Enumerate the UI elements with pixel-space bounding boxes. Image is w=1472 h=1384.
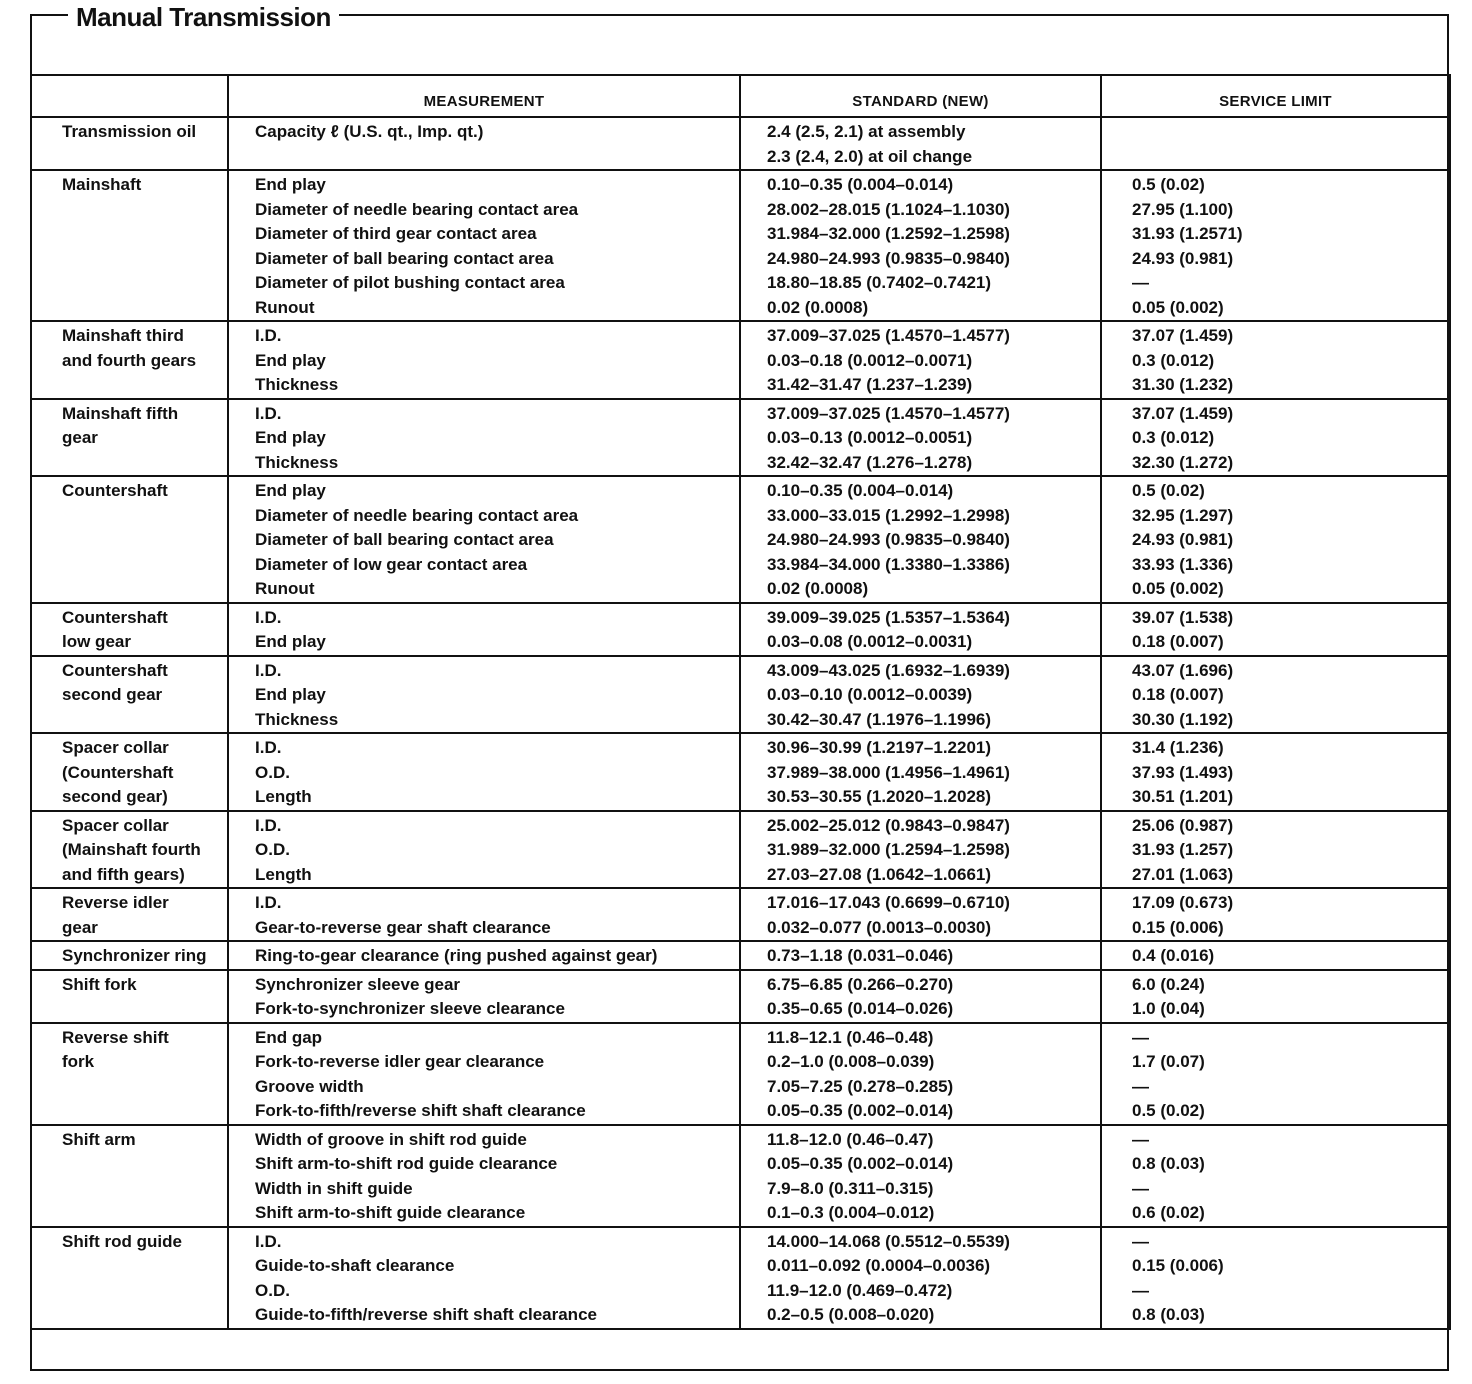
item-line: second gear)	[62, 787, 168, 806]
item-line: Synchronizer ring	[62, 946, 207, 965]
item-line: Reverse shift	[62, 1027, 169, 1047]
cell-item	[31, 321, 228, 399]
cell-item	[31, 1125, 228, 1227]
empty-line	[1132, 120, 1443, 145]
limit-line: 37.93 (1.493)	[1132, 762, 1234, 782]
measurement-line: I.D.	[255, 738, 282, 757]
measurement-line: Thickness	[255, 375, 339, 394]
measurement-line: End play	[255, 428, 326, 447]
limit-line: 0.5 (0.02)	[1132, 175, 1205, 194]
measurement-line: Fork-to-fifth/reverse shift shaft clearance	[255, 1101, 586, 1120]
limit-line: 25.06 (0.987)	[1132, 815, 1234, 835]
limit-line: 0.8 (0.03)	[1132, 1305, 1205, 1324]
limit-line: 37.07 (1.459)	[1132, 326, 1234, 345]
table-row	[31, 811, 1450, 889]
limit-line: 0.05 (0.002)	[1132, 579, 1224, 598]
empty-line	[62, 1201, 221, 1226]
measurement-line: Fork-to-reverse idler gear clearance	[255, 1052, 545, 1071]
cell-measurement	[228, 656, 740, 734]
standard-line: 11.9–12.0 (0.469–0.472)	[767, 1280, 953, 1300]
empty-line	[62, 997, 221, 1022]
limit-line: 0.5 (0.02)	[1132, 481, 1205, 500]
cell-limit	[1101, 1125, 1450, 1227]
standard-line: 39.009–39.025 (1.5357–1.5364)	[767, 607, 1010, 627]
standard-line: 27.03–27.08 (1.0642–1.0661)	[767, 864, 992, 884]
cell-standard	[740, 170, 1101, 321]
standard-line: 2.3 (2.4, 2.0) at oil change	[767, 146, 973, 166]
cell-limit	[1101, 888, 1450, 941]
limit-line: 0.6 (0.02)	[1132, 1203, 1205, 1222]
standard-line: 18.80–18.85 (0.7402–0.7421)	[767, 273, 992, 292]
limit-line: —	[1132, 1027, 1149, 1047]
limit-line: 24.93 (0.981)	[1132, 530, 1234, 549]
measurement-line: Ring-to-gear clearance (ring pushed against gear)	[255, 946, 658, 965]
empty-line	[62, 1254, 221, 1279]
cell-standard	[740, 399, 1101, 477]
empty-line	[62, 198, 221, 223]
item-line: Spacer collar	[62, 815, 169, 835]
cell-limit	[1101, 1227, 1450, 1329]
standard-line: 0.032–0.077 (0.0013–0.0030)	[767, 917, 992, 937]
measurement-line: End play	[255, 685, 326, 704]
item-line: second gear	[62, 685, 163, 704]
standard-line: 24.980–24.993 (0.9835–0.9840)	[767, 530, 1010, 549]
limit-line: 0.3 (0.012)	[1132, 428, 1215, 447]
cell-item	[31, 603, 228, 656]
limit-line: 33.93 (1.336)	[1132, 554, 1234, 574]
cell-standard	[740, 476, 1101, 603]
standard-line: 0.2–0.5 (0.008–0.020)	[767, 1305, 935, 1324]
limit-line: —	[1132, 1178, 1149, 1198]
cell-item	[31, 117, 228, 170]
cell-standard	[740, 321, 1101, 399]
limit-line: 0.05 (0.002)	[1132, 297, 1224, 317]
measurement-line: Shift arm-to-shift rod guide clearance	[255, 1154, 558, 1173]
measurement-line: Runout	[255, 579, 315, 598]
header-row	[31, 75, 1450, 117]
limit-line: 0.4 (0.016)	[1132, 946, 1215, 965]
cell-limit	[1101, 603, 1450, 656]
limit-line: 0.15 (0.006)	[1132, 1256, 1224, 1275]
table-row	[31, 1023, 1450, 1125]
limit-line: —	[1132, 273, 1149, 292]
measurement-line: Capacity ℓ (U.S. qt., Imp. qt.)	[255, 122, 484, 141]
item-line: Countershaft	[62, 607, 168, 627]
standard-line: 6.75–6.85 (0.266–0.270)	[767, 974, 954, 994]
cell-item	[31, 656, 228, 734]
limit-line: 17.09 (0.673)	[1132, 893, 1234, 912]
empty-line	[62, 1177, 221, 1202]
limit-line: 0.15 (0.006)	[1132, 917, 1224, 937]
empty-line	[62, 451, 221, 476]
cell-measurement	[228, 1023, 740, 1125]
standard-line: 24.980–24.993 (0.9835–0.9840)	[767, 248, 1010, 268]
limit-line: 39.07 (1.538)	[1132, 607, 1234, 627]
limit-line: 30.30 (1.192)	[1132, 709, 1234, 729]
cell-limit	[1101, 970, 1450, 1023]
measurement-line: Thickness	[255, 452, 339, 472]
table-row	[31, 1227, 1450, 1329]
cell-limit	[1101, 399, 1450, 477]
table-row	[31, 656, 1450, 734]
cell-standard	[740, 1125, 1101, 1227]
table-row	[31, 733, 1450, 811]
empty-line	[62, 247, 221, 272]
item-line: and fourth gears	[62, 350, 197, 370]
measurement-line: Diameter of needle bearing contact area	[255, 505, 579, 525]
standard-line: 17.016–17.043 (0.6699–0.6710)	[767, 893, 1010, 912]
limit-line: 31.93 (1.2571)	[1132, 224, 1243, 243]
measurement-line: I.D.	[255, 660, 282, 680]
measurement-line: I.D.	[255, 403, 282, 423]
item-line: (Countershaft	[62, 762, 174, 782]
cell-item	[31, 811, 228, 889]
cell-limit	[1101, 733, 1450, 811]
table-row	[31, 476, 1450, 603]
measurement-line: O.D.	[255, 762, 290, 782]
standard-line: 43.009–43.025 (1.6932–1.6939)	[767, 660, 1010, 680]
table-row	[31, 399, 1450, 477]
table-row	[31, 321, 1450, 399]
measurement-line: I.D.	[255, 607, 282, 627]
measurement-line: Gear-to-reverse gear shaft clearance	[255, 917, 551, 937]
measurement-line: Runout	[255, 297, 315, 317]
limit-line: 0.5 (0.02)	[1132, 1101, 1205, 1120]
measurement-line: Diameter of ball bearing contact area	[255, 248, 554, 268]
measurement-line: End play	[255, 350, 326, 370]
cell-standard	[740, 603, 1101, 656]
measurement-line: End play	[255, 175, 326, 194]
standard-line: 30.42–30.47 (1.1976–1.1996)	[767, 709, 992, 729]
item-line: Shift fork	[62, 974, 137, 994]
standard-line: 33.000–33.015 (1.2992–1.2998)	[767, 505, 1010, 525]
measurement-line: Diameter of third gear contact area	[255, 224, 537, 243]
header-service-limit: SERVICE LIMIT	[1101, 75, 1450, 117]
cell-standard	[740, 811, 1101, 889]
cell-item	[31, 170, 228, 321]
item-line: Shift arm	[62, 1129, 136, 1149]
standard-line: 0.011–0.092 (0.0004–0.0036)	[767, 1256, 991, 1275]
standard-line: 14.000–14.068 (0.5512–0.5539)	[767, 1231, 1010, 1251]
limit-line: 31.93 (1.257)	[1132, 840, 1234, 859]
limit-line: 6.0 (0.24)	[1132, 974, 1205, 994]
empty-line	[62, 553, 221, 578]
table-row	[31, 117, 1450, 170]
empty-line	[255, 145, 733, 170]
measurement-line: Thickness	[255, 709, 339, 729]
cell-measurement	[228, 170, 740, 321]
standard-line: 37.009–37.025 (1.4570–1.4577)	[767, 403, 1010, 423]
standard-line: 31.989–32.000 (1.2594–1.2598)	[767, 840, 1010, 859]
empty-line	[62, 222, 221, 247]
limit-line: 0.3 (0.012)	[1132, 350, 1215, 370]
standard-line: 0.02 (0.0008)	[767, 297, 869, 317]
cell-limit	[1101, 117, 1450, 170]
item-line: Shift rod guide	[62, 1231, 182, 1251]
measurement-line: Diameter of ball bearing contact area	[255, 530, 554, 549]
measurement-line: Shift arm-to-shift guide clearance	[255, 1203, 526, 1222]
limit-line: 37.07 (1.459)	[1132, 403, 1234, 423]
cell-item	[31, 733, 228, 811]
empty-line	[62, 1303, 221, 1328]
empty-line	[62, 708, 221, 733]
item-line: and fifth gears)	[62, 864, 185, 884]
limit-line: 32.30 (1.272)	[1132, 452, 1234, 472]
cell-item	[31, 476, 228, 603]
measurement-line: I.D.	[255, 326, 282, 345]
standard-line: 7.05–7.25 (0.278–0.285)	[767, 1076, 954, 1096]
standard-line: 11.8–12.0 (0.46–0.47)	[767, 1129, 934, 1149]
measurement-line: Diameter of needle bearing contact area	[255, 199, 579, 219]
standard-line: 0.03–0.13 (0.0012–0.0051)	[767, 428, 973, 447]
cell-limit	[1101, 656, 1450, 734]
standard-line: 25.002–25.012 (0.9843–0.9847)	[767, 815, 1010, 835]
standard-line: 7.9–8.0 (0.311–0.315)	[767, 1178, 934, 1198]
standard-line: 0.10–0.35 (0.004–0.014)	[767, 175, 954, 194]
limit-line: 43.07 (1.696)	[1132, 660, 1234, 680]
item-line: Mainshaft fifth	[62, 403, 179, 423]
limit-line: 0.8 (0.03)	[1132, 1154, 1205, 1173]
table-row	[31, 1125, 1450, 1227]
cell-measurement	[228, 970, 740, 1023]
standard-line: 30.53–30.55 (1.2020–1.2028)	[767, 787, 992, 806]
limit-line: 24.93 (0.981)	[1132, 248, 1234, 268]
standard-line: 0.10–0.35 (0.004–0.014)	[767, 481, 954, 500]
measurement-line: Fork-to-synchronizer sleeve clearance	[255, 999, 565, 1018]
item-line: (Mainshaft fourth	[62, 840, 201, 859]
measurement-line: Length	[255, 787, 312, 806]
measurement-line: I.D.	[255, 815, 282, 835]
cell-item	[31, 888, 228, 941]
standard-line: 0.35–0.65 (0.014–0.026)	[767, 999, 954, 1018]
table-row	[31, 603, 1450, 656]
measurement-line: Length	[255, 864, 312, 884]
cell-limit	[1101, 321, 1450, 399]
measurement-line: End play	[255, 481, 326, 500]
table-row	[31, 941, 1450, 970]
limit-line: 1.0 (0.04)	[1132, 999, 1205, 1018]
limit-line: —	[1132, 1231, 1149, 1251]
cell-measurement	[228, 888, 740, 941]
item-line: gear	[62, 917, 98, 937]
standard-line: 32.42–32.47 (1.276–1.278)	[767, 452, 973, 472]
limit-line: —	[1132, 1129, 1149, 1149]
cell-item	[31, 1227, 228, 1329]
empty-line	[62, 1279, 221, 1304]
cell-item	[31, 941, 228, 970]
cell-limit	[1101, 811, 1450, 889]
measurement-line: Diameter of pilot bushing contact area	[255, 273, 565, 292]
item-line: Countershaft	[62, 660, 168, 680]
measurement-line: Guide-to-fifth/reverse shift shaft clearance	[255, 1305, 597, 1324]
measurement-line: I.D.	[255, 1231, 282, 1251]
cell-standard	[740, 1023, 1101, 1125]
standard-line: 0.03–0.10 (0.0012–0.0039)	[767, 685, 973, 704]
limit-line: 27.95 (1.100)	[1132, 199, 1234, 219]
item-line: fork	[62, 1052, 95, 1071]
standard-line: 37.009–37.025 (1.4570–1.4577)	[767, 326, 1010, 345]
standard-line: 11.8–12.1 (0.46–0.48)	[767, 1027, 934, 1047]
empty-line	[62, 373, 221, 398]
limit-line: 0.18 (0.007)	[1132, 685, 1224, 704]
limit-line: —	[1132, 1076, 1149, 1096]
standard-line: 0.03–0.08 (0.0012–0.0031)	[767, 632, 973, 651]
page-title: Manual Transmission	[68, 2, 339, 33]
item-line: gear	[62, 428, 98, 447]
cell-standard	[740, 970, 1101, 1023]
cell-item	[31, 970, 228, 1023]
table-row	[31, 170, 1450, 321]
empty-line	[62, 577, 221, 602]
standard-line: 31.984–32.000 (1.2592–1.2598)	[767, 224, 1010, 243]
measurement-line: Diameter of low gear contact area	[255, 554, 528, 574]
limit-line: 0.18 (0.007)	[1132, 632, 1224, 651]
standard-line: 37.989–38.000 (1.4956–1.4961)	[767, 762, 1010, 782]
measurement-line: Guide-to-shaft clearance	[255, 1256, 455, 1275]
cell-measurement	[228, 603, 740, 656]
standard-line: 0.05–0.35 (0.002–0.014)	[767, 1101, 954, 1120]
empty-line	[62, 504, 221, 529]
cell-measurement	[228, 399, 740, 477]
item-line: Transmission oil	[62, 122, 197, 141]
header-standard: STANDARD (NEW)	[740, 75, 1101, 117]
item-line: Countershaft	[62, 481, 168, 500]
item-line: Mainshaft third	[62, 326, 184, 345]
limit-line: 31.30 (1.232)	[1132, 375, 1234, 394]
header-measurement: MEASUREMENT	[228, 75, 740, 117]
limit-line: 30.51 (1.201)	[1132, 787, 1234, 806]
standard-line: 0.03–0.18 (0.0012–0.0071)	[767, 350, 973, 370]
cell-standard	[740, 733, 1101, 811]
empty-line	[62, 145, 221, 170]
table-row	[31, 888, 1450, 941]
standard-line: 0.1–0.3 (0.004–0.012)	[767, 1203, 935, 1222]
table-row	[31, 970, 1450, 1023]
limit-line: 32.95 (1.297)	[1132, 505, 1234, 525]
cell-limit	[1101, 1023, 1450, 1125]
cell-limit	[1101, 941, 1450, 970]
cell-measurement	[228, 733, 740, 811]
measurement-line: O.D.	[255, 1280, 290, 1300]
cell-measurement	[228, 476, 740, 603]
standard-line: 2.4 (2.5, 2.1) at assembly	[767, 122, 966, 141]
cell-measurement	[228, 117, 740, 170]
standard-line: 30.96–30.99 (1.2197–1.2201)	[767, 738, 992, 757]
cell-item	[31, 1023, 228, 1125]
measurement-line: Width of groove in shift rod guide	[255, 1129, 527, 1149]
cell-measurement	[228, 941, 740, 970]
measurement-line: Synchronizer sleeve gear	[255, 974, 461, 994]
header-item	[31, 75, 228, 117]
measurement-line: O.D.	[255, 840, 290, 859]
standard-line: 33.984–34.000 (1.3380–1.3386)	[767, 554, 1010, 574]
cell-standard	[740, 888, 1101, 941]
empty-line	[62, 1152, 221, 1177]
cell-item	[31, 399, 228, 477]
measurement-line: End gap	[255, 1027, 323, 1047]
limit-line: 1.7 (0.07)	[1132, 1052, 1205, 1071]
item-line: Spacer collar	[62, 738, 169, 757]
empty-line	[62, 296, 221, 321]
cell-standard	[740, 656, 1101, 734]
empty-line	[1132, 145, 1443, 170]
cell-measurement	[228, 1227, 740, 1329]
measurement-line: Groove width	[255, 1076, 364, 1096]
cell-limit	[1101, 170, 1450, 321]
standard-line: 0.73–1.18 (0.031–0.046)	[767, 946, 954, 965]
cell-limit	[1101, 476, 1450, 603]
empty-line	[62, 271, 221, 296]
cell-measurement	[228, 1125, 740, 1227]
standard-line: 0.02 (0.0008)	[767, 579, 869, 598]
measurement-line: Width in shift guide	[255, 1178, 413, 1198]
cell-measurement	[228, 811, 740, 889]
cell-standard	[740, 1227, 1101, 1329]
standard-line: 31.42–31.47 (1.237–1.239)	[767, 375, 973, 394]
measurement-line: End play	[255, 632, 326, 651]
cell-standard	[740, 117, 1101, 170]
empty-line	[62, 528, 221, 553]
spec-table	[30, 74, 1451, 1330]
item-line: low gear	[62, 632, 131, 651]
item-line: Reverse idler	[62, 893, 169, 912]
empty-line	[62, 1075, 221, 1100]
measurement-line: I.D.	[255, 893, 282, 912]
limit-line: 31.4 (1.236)	[1132, 738, 1224, 757]
empty-line	[62, 1099, 221, 1124]
standard-line: 28.002–28.015 (1.1024–1.1030)	[767, 199, 1010, 219]
standard-line: 0.2–1.0 (0.008–0.039)	[767, 1052, 935, 1071]
cell-measurement	[228, 321, 740, 399]
standard-line: 0.05–0.35 (0.002–0.014)	[767, 1154, 954, 1173]
item-line: Mainshaft	[62, 175, 142, 194]
limit-line: —	[1132, 1280, 1149, 1300]
limit-line: 27.01 (1.063)	[1132, 864, 1234, 884]
cell-standard	[740, 941, 1101, 970]
